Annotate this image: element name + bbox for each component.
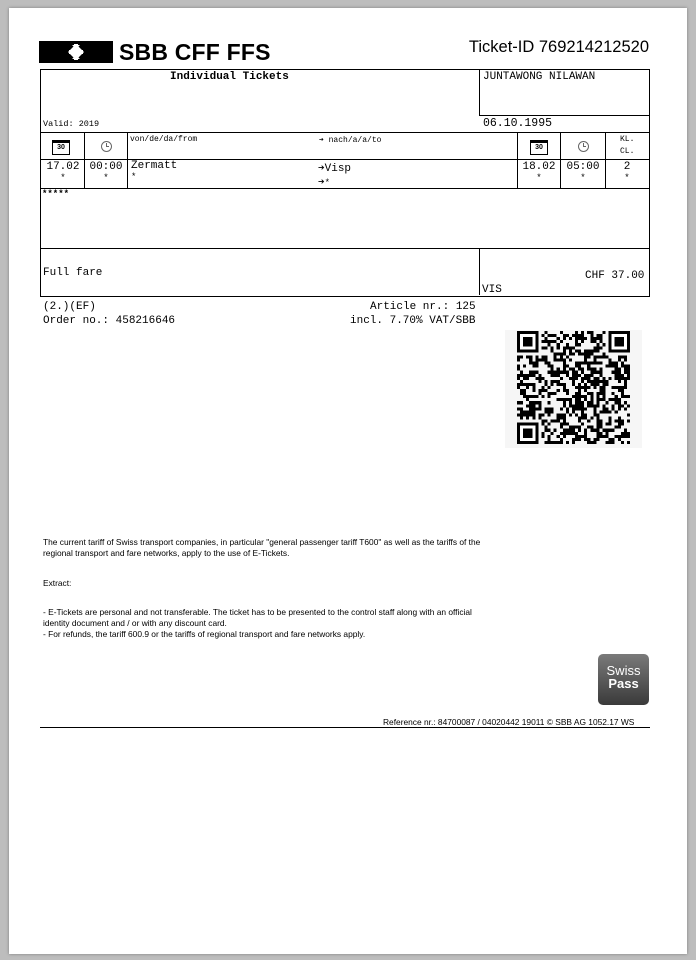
- zone: VIS: [482, 284, 502, 296]
- clock-icon: [578, 141, 589, 152]
- departure-date: 17.02 *: [46, 161, 80, 183]
- arrow-right-icon: ➔: [318, 177, 325, 189]
- qr-code: [517, 331, 630, 444]
- travel-class: 2 *: [623, 161, 631, 183]
- fare-type: Full fare: [43, 267, 103, 279]
- arrival-date: 18.02 *: [522, 161, 556, 183]
- reference-number: Reference nr.: 84700087 / 04020442 19011 © SBB AG 1052.17 WS: [383, 717, 635, 727]
- swisspass-logo: Swiss Pass: [598, 654, 649, 705]
- departure-time: 00:00 *: [89, 161, 123, 183]
- arrow-right-icon: ➔: [319, 136, 329, 145]
- ef-code: (2.)(EF): [43, 301, 96, 313]
- valid-label: Valid: 2019: [43, 119, 100, 129]
- from-label: von/de/da/from: [130, 135, 198, 144]
- class-label: KL. CL.: [620, 135, 635, 156]
- order-number: Order no.: 458216646: [43, 315, 176, 327]
- arrow-right-icon: ➔: [318, 163, 325, 175]
- extract-label: Extract:: [43, 578, 72, 588]
- ticket-id: Ticket-ID 769214212520: [468, 38, 649, 56]
- stars-row: *****: [42, 189, 70, 199]
- footer-divider: [40, 727, 650, 728]
- arrival-time: 05:00 *: [566, 161, 600, 183]
- ticket-title: Individual Tickets: [170, 71, 289, 83]
- legal-bullet-1: - E-Tickets are personal and not transferable. The ticket has to be presented to the control staff along with an official identity document and / or with any discount card.: [43, 607, 472, 628]
- birth-date: 06.10.1995: [483, 117, 553, 130]
- destination-station: ➔Visp ➔*: [318, 163, 352, 189]
- tariff-text: The current tariff of Swiss transport companies, in particular "general passenger tariff T600" as well as the tariffs of the regional transport and fare networks, apply to the use of E-Tickets.: [43, 537, 481, 558]
- legal-bullet-2: - For refunds, the tariff 600.9 or the tariffs of regional transport and fare networks apply.: [43, 629, 366, 639]
- to-label: ➔ nach/a/a/to: [319, 136, 382, 145]
- origin-station: Zermatt *: [131, 160, 178, 182]
- brand-name: SBB CFF FFS: [119, 39, 271, 65]
- article-number: Article nr.: 125: [370, 301, 476, 313]
- vat-info: incl. 7.70% VAT/SBB: [350, 315, 476, 327]
- calendar-icon: 30: [530, 140, 548, 155]
- passenger-name: JUNTAWONG NILAWAN: [483, 71, 596, 83]
- clock-icon: [101, 141, 112, 152]
- price: CHF 37.00: [585, 270, 645, 282]
- ticket-page: [9, 8, 687, 954]
- calendar-icon: 30: [52, 140, 70, 155]
- sbb-logo-icon: [39, 41, 113, 63]
